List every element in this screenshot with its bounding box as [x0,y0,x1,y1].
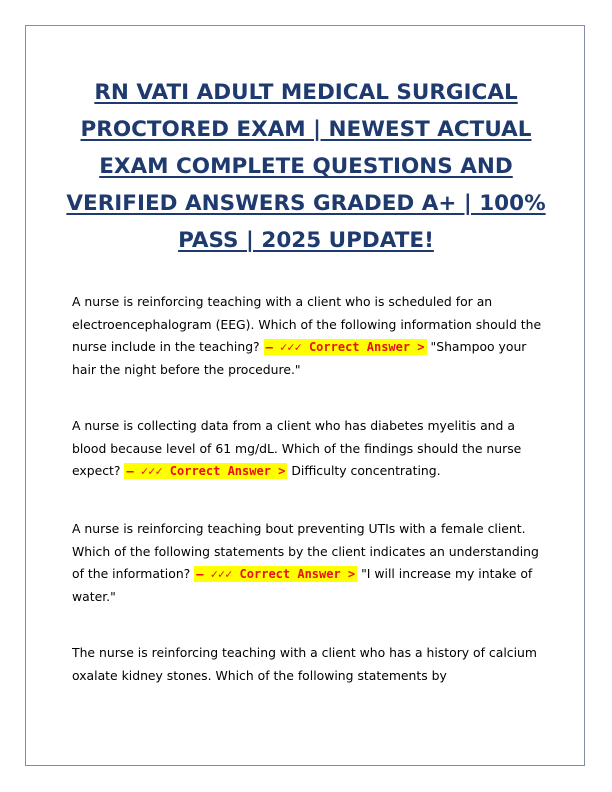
answer-text: "I will increase my intake of water." [72,566,533,604]
document-title: RN VATI ADULT MEDICAL SURGICAL PROCTORED EXAM | NEWEST ACTUAL EXAM COMPLETE QUESTIONS AND VERIFIED ANSWERS GRADED A+ | 100% PASS | 2025 UPDATE! [66,80,546,253]
correct-answer-marker: – ✓✓✓ Correct Answer > [126,464,286,478]
qa-item-3 [72,518,547,608]
question-text: A nurse is reinforcing teaching with a client who is scheduled for an electroencephalogram (EEG). Which of the following information should the nurse include in the teaching? [72,294,542,354]
correct-answer-marker: – ✓✓✓ Correct Answer > [265,340,425,354]
question-text: The nurse is reinforcing teaching with a client who has a history of calcium oxalate kidney stones. Which of the following statements by [72,645,537,683]
qa-item-1 [72,291,547,381]
qa-item-4 [72,642,547,687]
question-text: A nurse is reinforcing teaching bout preventing UTIs with a female client. Which of the following statements by the client indicates an understanding of the information? [72,521,539,581]
correct-answer-marker: – ✓✓✓ Correct Answer > [196,567,356,581]
answer-text: "Shampoo your hair the night before the procedure." [72,339,527,377]
qa-item-2 [72,415,547,483]
question-text: A nurse is collecting data from a client who has diabetes myelitis and a blood because level of 61 mg/dL. Which of the findings should the nurse expect? [72,418,522,478]
answer-text: Difficulty concentrating. [291,463,441,478]
